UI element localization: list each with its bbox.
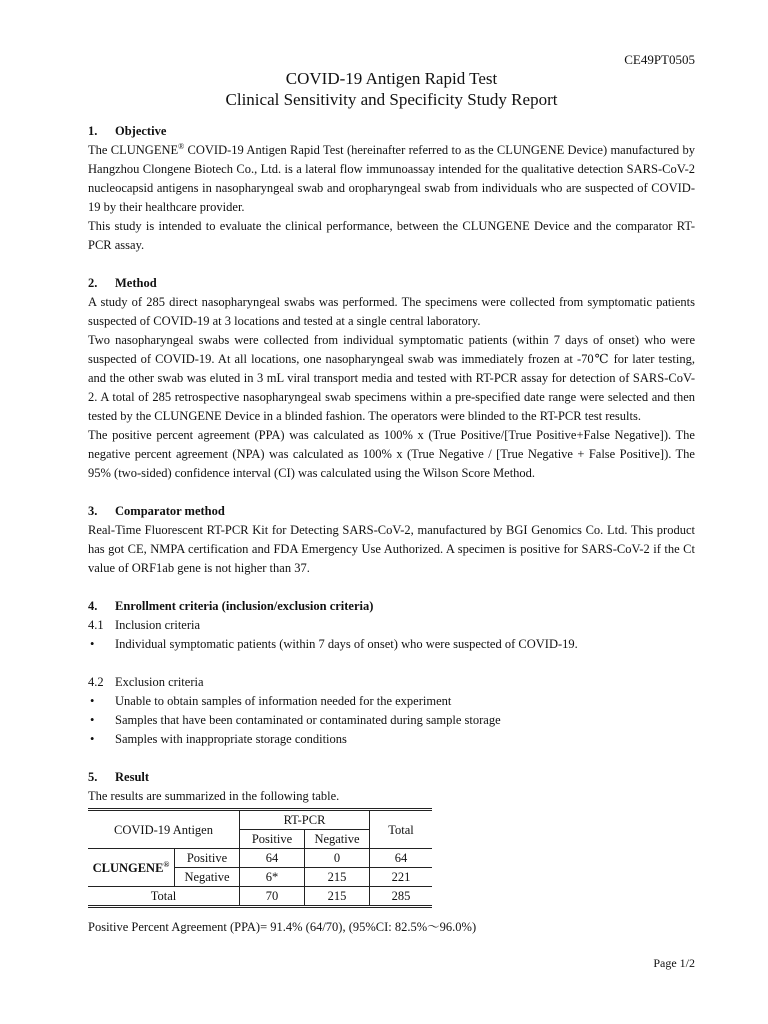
table-cell: 64 — [370, 849, 433, 868]
section-comparator — [88, 502, 695, 578]
total-row-header: Total — [88, 887, 240, 907]
method-paragraph-1: A study of 285 direct nasopharyngeal swabs was performed. The specimens were collected from symptomatic patients suspected of COVID-19 at 3 locations and tested at a single central laboratory. — [88, 295, 695, 328]
method-paragraph-2: Two nasopharyngeal swabs were collected from individual symptomatic patients (within 7 days of onset) who were suspected of COVID-19. At all locations, one nasopharyngeal swab was immediately frozen at -70℃ for later testing, and the other swab was eluted in 3 mL viral transport media and tested with RT-PCR assay for detection of SARS-CoV-2. A total of 285 retrospective nasopharyngeal swab specimens within a pre-specified date range were selected and then tested by the CLUNGENE Device in a blinded fashion. The operators were blinded to the RT-PCR test results. — [88, 333, 695, 423]
positive-column-header: Positive — [240, 830, 305, 849]
list-item: • Individual symptomatic patients (within 7 days of onset) who were suspected of COVID-19. — [88, 635, 695, 654]
title-line-2: Clinical Sensitivity and Specificity Study Report — [225, 90, 558, 109]
device-row-header: CLUNGENE® — [88, 849, 175, 887]
section-heading: 3. Comparator method — [88, 504, 225, 518]
results-table — [88, 808, 432, 908]
bullet-icon: • — [90, 637, 95, 651]
table-cell: 0 — [305, 849, 370, 868]
table-cell: 215 — [305, 887, 370, 907]
table-row — [88, 849, 432, 868]
table-cell: 6* — [240, 868, 305, 887]
objective-paragraph-1: The CLUNGENE® COVID-19 Antigen Rapid Test (hereinafter referred to as the CLUNGENE Device) manufactured by Hangzhou Clongene Biotech Co., Ltd. is a lateral flow immunoassay intended for the qualitative detection SARS-CoV-2 nucleocapsid antigens in nasopharyngeal swab and oropharyngeal swab from individuals who are suspected of COVID-19 by their healthcare provider. — [88, 141, 695, 214]
negative-column-header: Negative — [305, 830, 370, 849]
section-method — [88, 274, 695, 483]
positive-row-header: Positive — [175, 849, 240, 868]
section-objective — [88, 122, 695, 255]
list-item: • Samples with inappropriate storage conditions — [88, 730, 695, 749]
bullet-icon: • — [90, 713, 95, 727]
table-cell: 285 — [370, 887, 433, 907]
page-number: Page 1/2 — [653, 956, 695, 970]
report-title — [88, 68, 695, 110]
document-code: CE49PT0505 — [624, 52, 695, 67]
table-cell: 70 — [240, 887, 305, 907]
section-heading: 2. Method — [88, 276, 157, 290]
section-heading: 1. Objective — [88, 124, 167, 138]
list-item: • Samples that have been contaminated or contaminated during sample storage — [88, 711, 695, 730]
inclusion-heading: 4.1 Inclusion criteria — [88, 618, 201, 632]
report-page — [88, 50, 695, 937]
total-column-header: Total — [370, 810, 433, 849]
method-paragraph-3: The positive percent agreement (PPA) was calculated as 100% x (True Positive/[True Positive+False Negative]). The negative percent agreement (NPA) was calculated as 100% x (True Negative / [True Negative + False Positive]). The 95% (two-sided) confidence interval (CI) was calculated using the Wilson Score Method. — [88, 428, 695, 480]
section-result — [88, 768, 695, 937]
table-row — [88, 887, 432, 907]
table-cell: 221 — [370, 868, 433, 887]
table-cell: 215 — [305, 868, 370, 887]
section-heading: 5. Result — [88, 770, 150, 784]
section-enrollment — [88, 597, 695, 749]
list-item: • Unable to obtain samples of information needed for the experiment — [88, 692, 695, 711]
rt-pcr-header: RT-PCR — [240, 810, 370, 830]
objective-paragraph-2: This study is intended to evaluate the clinical performance, between the CLUNGENE Device and the comparator RT-PCR assay. — [88, 219, 695, 252]
bullet-icon: • — [90, 732, 95, 746]
result-intro: The results are summarized in the following table. — [88, 789, 340, 803]
table-row — [88, 810, 432, 830]
table-cell: 64 — [240, 849, 305, 868]
section-heading: 4. Enrollment criteria (inclusion/exclusion criteria) — [88, 599, 374, 613]
table-corner-cell: COVID-19 Antigen — [88, 810, 240, 849]
title-line-1: COVID-19 Antigen Rapid Test — [285, 69, 498, 88]
comparator-paragraph: Real-Time Fluorescent RT-PCR Kit for Detecting SARS-CoV-2, manufactured by BGI Genomics Co. Ltd. This product has got CE, NMPA certification and FDA Emergency Use Authorized. A specimen is positive for SARS-CoV-2 if the Ct value of ORF1ab gene is not higher than 37. — [88, 523, 695, 575]
registered-mark: ® — [178, 141, 185, 151]
exclusion-heading: 4.2 Exclusion criteria — [88, 675, 204, 689]
negative-row-header: Negative — [175, 868, 240, 887]
bullet-icon: • — [90, 694, 95, 708]
ppa-summary: Positive Percent Agreement (PPA)= 91.4% (64/70), (95%CI: 82.5%～96.0%) — [88, 920, 477, 934]
